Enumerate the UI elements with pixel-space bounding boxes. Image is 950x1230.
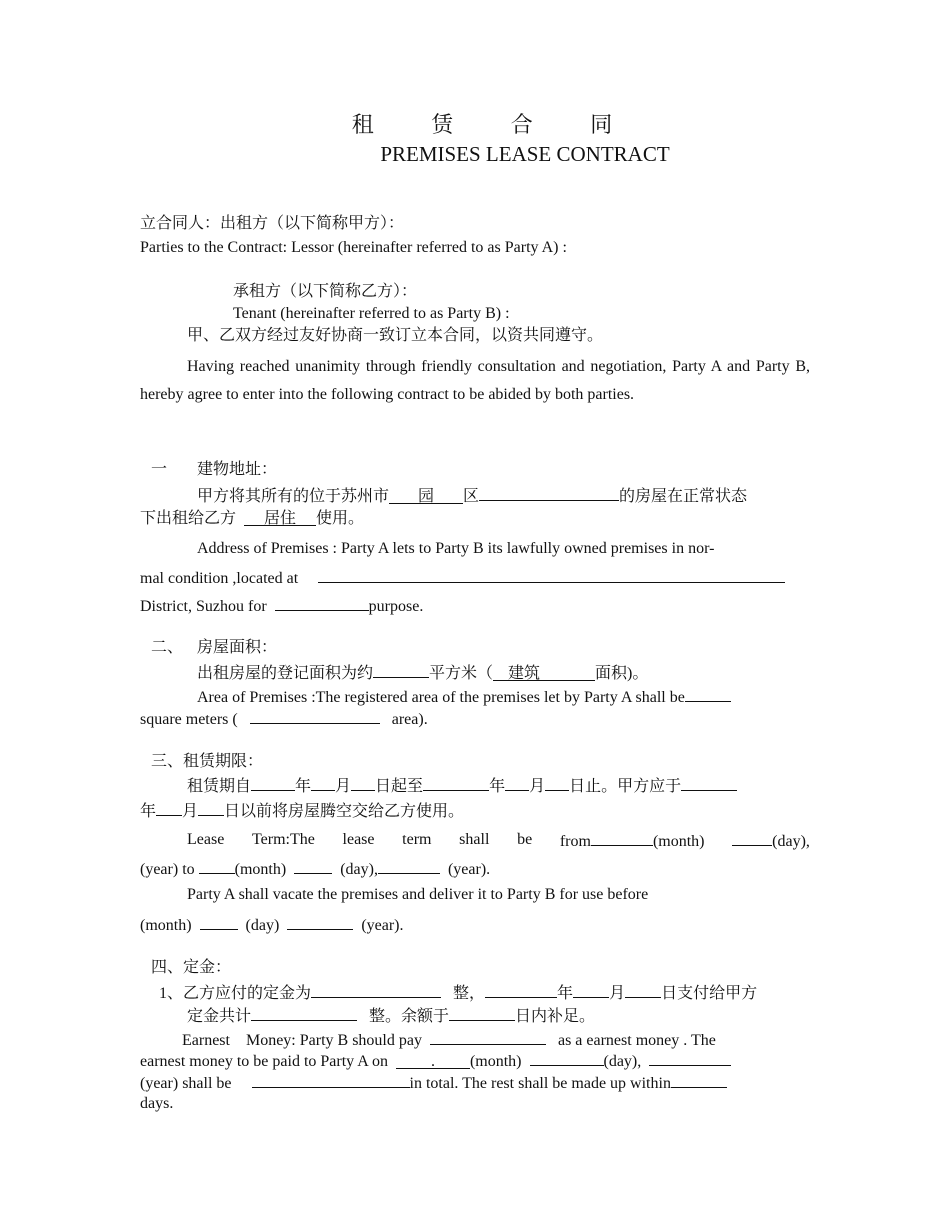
agreement-en-text: Having reached unanimity through friendly consultation and negotiation, Party A and Party B, hereby agree to enter into the following contract to be abided by both parties. (140, 358, 810, 403)
s2-cn-b: 平方米（ (429, 665, 494, 682)
s2-fill-type: 建筑 (508, 665, 541, 682)
title-english: PREMISES LEASE CONTRACT (380, 142, 670, 166)
s3-en1-c: lease (342, 831, 375, 848)
s4-blank-deposit (311, 982, 441, 998)
section-3-cn-line2 (140, 800, 464, 822)
s3-en-blank-vacate-year (287, 914, 353, 930)
s2-en-a: Area of Premises :The registered area of the premises let by Party A shall be (197, 689, 685, 706)
section-4-en-line1 (182, 1029, 716, 1051)
s4-cn-e: 整。余额于 (369, 1008, 450, 1025)
s1-cn-e: 使用。 (316, 510, 365, 527)
section-3-en-line1 (187, 830, 810, 852)
s4-en-blank-pay-day (530, 1050, 604, 1066)
s3-en-blank-vacate-day (200, 914, 238, 930)
section-4-en-line3 (140, 1072, 727, 1094)
s3-nian: 年 (295, 778, 312, 795)
s4-cn-c: 日支付给甲方 (661, 985, 758, 1002)
s3-yue: 月 (529, 778, 546, 795)
s1-en-a: Address of Premises : Party A lets to Party B its lawfully owned premises in nor- (197, 540, 715, 557)
s4-en-d: (month) (469, 1053, 522, 1070)
section-3-en-line4 (140, 914, 404, 936)
s4-en-c: earnest money to be paid to Party A on (140, 1053, 388, 1070)
s4-en-h: days. (140, 1095, 174, 1112)
s3-en-year-end: (year). (447, 861, 491, 878)
s3-en1-d: term (402, 831, 432, 848)
s3-blank-end-year (423, 775, 489, 791)
s3-en1-b: Term:The (251, 831, 315, 848)
s3-en-month: (month) (140, 917, 192, 934)
s2-blank-area (373, 662, 429, 678)
s1-cn-b: 区 (463, 488, 480, 505)
s3-ri-qi: 日起至 (375, 778, 424, 795)
section-2-cn (197, 662, 648, 684)
section-4-cn-line2 (187, 1005, 595, 1027)
s4-en-dot: . (430, 1053, 435, 1070)
section-3-en-para2 (140, 881, 810, 909)
s4-en-a: Earnest Money: Party B should pay (182, 1032, 422, 1049)
s3-cn-end: 日以前将房屋腾空交给乙方使用。 (224, 803, 465, 820)
s4-cn-b: 整， (453, 985, 486, 1002)
s3-en-blank-to-month (199, 858, 235, 874)
s3-en1-f: be (517, 831, 533, 848)
s4-cn-d: 定金共计 (187, 1008, 252, 1025)
s1-blank-district: 园 (389, 488, 463, 504)
s2-blank-type (493, 665, 595, 681)
s3-en-year-to: (year) to (140, 861, 195, 878)
s4-cn-a: 乙方应付的定金为 (183, 985, 312, 1002)
s1-cn-d: 下出租给乙方 (140, 510, 237, 527)
tenant-en: Tenant (hereinafter referred to as Party B) : (233, 305, 510, 322)
s3-ri-zhi: 日止。甲方应于 (569, 778, 682, 795)
section-1-en-line3 (140, 595, 423, 617)
lessor-cn: 立合同人：出租方（以下简称甲方）： (140, 215, 405, 232)
s3-nian: 年 (489, 778, 506, 795)
s3-blank-end-day (545, 775, 569, 791)
s4-en-b: as a earnest money . The (557, 1032, 716, 1049)
s3-en-blank-from-month (591, 830, 653, 846)
agreement-en (140, 353, 810, 409)
s1-en-c: District, Suzhou for (140, 598, 267, 615)
s3-en-day-c: (day) (245, 917, 280, 934)
s4-en-e: (day), (603, 1053, 642, 1070)
section-3-en-line2 (140, 858, 490, 880)
s3-blank-start-day (351, 775, 375, 791)
s1-en-d: purpose. (368, 598, 424, 615)
s3-en3: Party A shall vacate the premises and deliver it to Party B for use before (187, 886, 649, 903)
s2-cn-c: 面积)。 (595, 665, 649, 682)
s4-en-blank-amount (430, 1029, 546, 1045)
s1-en-blank-purpose (275, 595, 369, 611)
section-1-number: 一 (151, 461, 168, 478)
s4-blank-month (573, 982, 609, 998)
s3-yue: 月 (335, 778, 352, 795)
s1-en-blank-location (318, 567, 785, 583)
s3-en-blank-from-day (732, 830, 772, 846)
s3-en-blank-to-day (294, 858, 332, 874)
s1-blank-use: 居住 (244, 510, 316, 526)
s2-cn-a: 出租房屋的登记面积为约 (197, 665, 374, 682)
section-2-en-line1 (197, 686, 731, 708)
s4-blank-days (449, 1005, 515, 1021)
s4-blank-total (251, 1005, 357, 1021)
s4-item1-number: 1、 (159, 985, 184, 1002)
s4-yue: 月 (609, 985, 626, 1002)
s3-en1-e: shall (459, 831, 490, 848)
s2-en-blank-area (685, 686, 731, 702)
s4-cn-f: 日内补足。 (515, 1008, 596, 1025)
section-4-en-line2 (140, 1050, 731, 1072)
s3-en-year-end: (year). (361, 917, 404, 934)
section-4-cn-line1 (159, 982, 757, 1004)
s1-blank-address (479, 485, 619, 501)
s3-blank-vacate-year (681, 775, 737, 791)
s3-en1-a: Lease (187, 831, 225, 848)
s4-blank-year (485, 982, 557, 998)
s3-blank-start-year (251, 775, 295, 791)
section-2-number: 二、 (151, 639, 184, 656)
s1-cn-c: 的房屋在正常状态 (619, 488, 748, 505)
section-3-heading: 三、租赁期限： (151, 753, 264, 770)
s2-en-b: square meters ( (140, 711, 238, 728)
section-2-en-line2 (140, 708, 428, 730)
s3-blank-start-month (311, 775, 335, 791)
s3-en-blank-to-year (378, 858, 440, 874)
section-4-heading: 四、定金： (151, 959, 232, 976)
s4-en-g: in total. The rest shall be made up within (409, 1075, 671, 1092)
s2-en-c: area). (391, 711, 428, 728)
s4-blank-day (625, 982, 661, 998)
s4-nian: 年 (557, 985, 574, 1002)
section-1-en-line2 (140, 567, 785, 589)
s3-blank-vacate-day (198, 800, 224, 816)
s4-en-blank-total (252, 1072, 410, 1088)
s3-en-day-b: (day), (340, 861, 378, 878)
s1-en-b: mal condition ,located at (140, 570, 299, 587)
s2-en-blank-type (250, 708, 380, 724)
s3-nian: 年 (140, 803, 157, 820)
s3-cn-a: 租赁期自 (187, 778, 252, 795)
section-2-heading: 房屋面积： (197, 639, 278, 656)
s4-en-blank-pay-month (396, 1053, 470, 1069)
title-chinese: 租 赁 合 同 (351, 112, 639, 137)
s4-en-blank-days (671, 1072, 727, 1088)
s3-blank-end-month (505, 775, 529, 791)
agreement-cn: 甲、乙双方经过友好协商一致订立本合同，以资共同遵守。 (187, 327, 604, 344)
tenant-cn: 承租方（以下简称乙方）： (233, 283, 418, 300)
s3-yue: 月 (182, 803, 199, 820)
s3-en-day: (day), (772, 833, 810, 850)
section-3-cn-line1 (187, 775, 737, 797)
section-1-cn-line1 (197, 485, 747, 507)
s3-en1-g: from (559, 833, 591, 850)
s4-en-blank-pay-year (649, 1050, 731, 1066)
s3-en-month: (month) (652, 833, 705, 850)
section-1-cn-line2 (140, 509, 364, 529)
s3-blank-vacate-month (156, 800, 182, 816)
s4-en-f: (year) shall be (140, 1075, 232, 1092)
section-1-heading: 建物地址： (197, 461, 278, 478)
s1-cn-a: 甲方将其所有的位于苏州市 (197, 488, 390, 505)
s3-en-month: (month) (234, 861, 287, 878)
lessor-en: Parties to the Contract: Lessor (hereinafter referred to as Party A) : (140, 239, 567, 256)
